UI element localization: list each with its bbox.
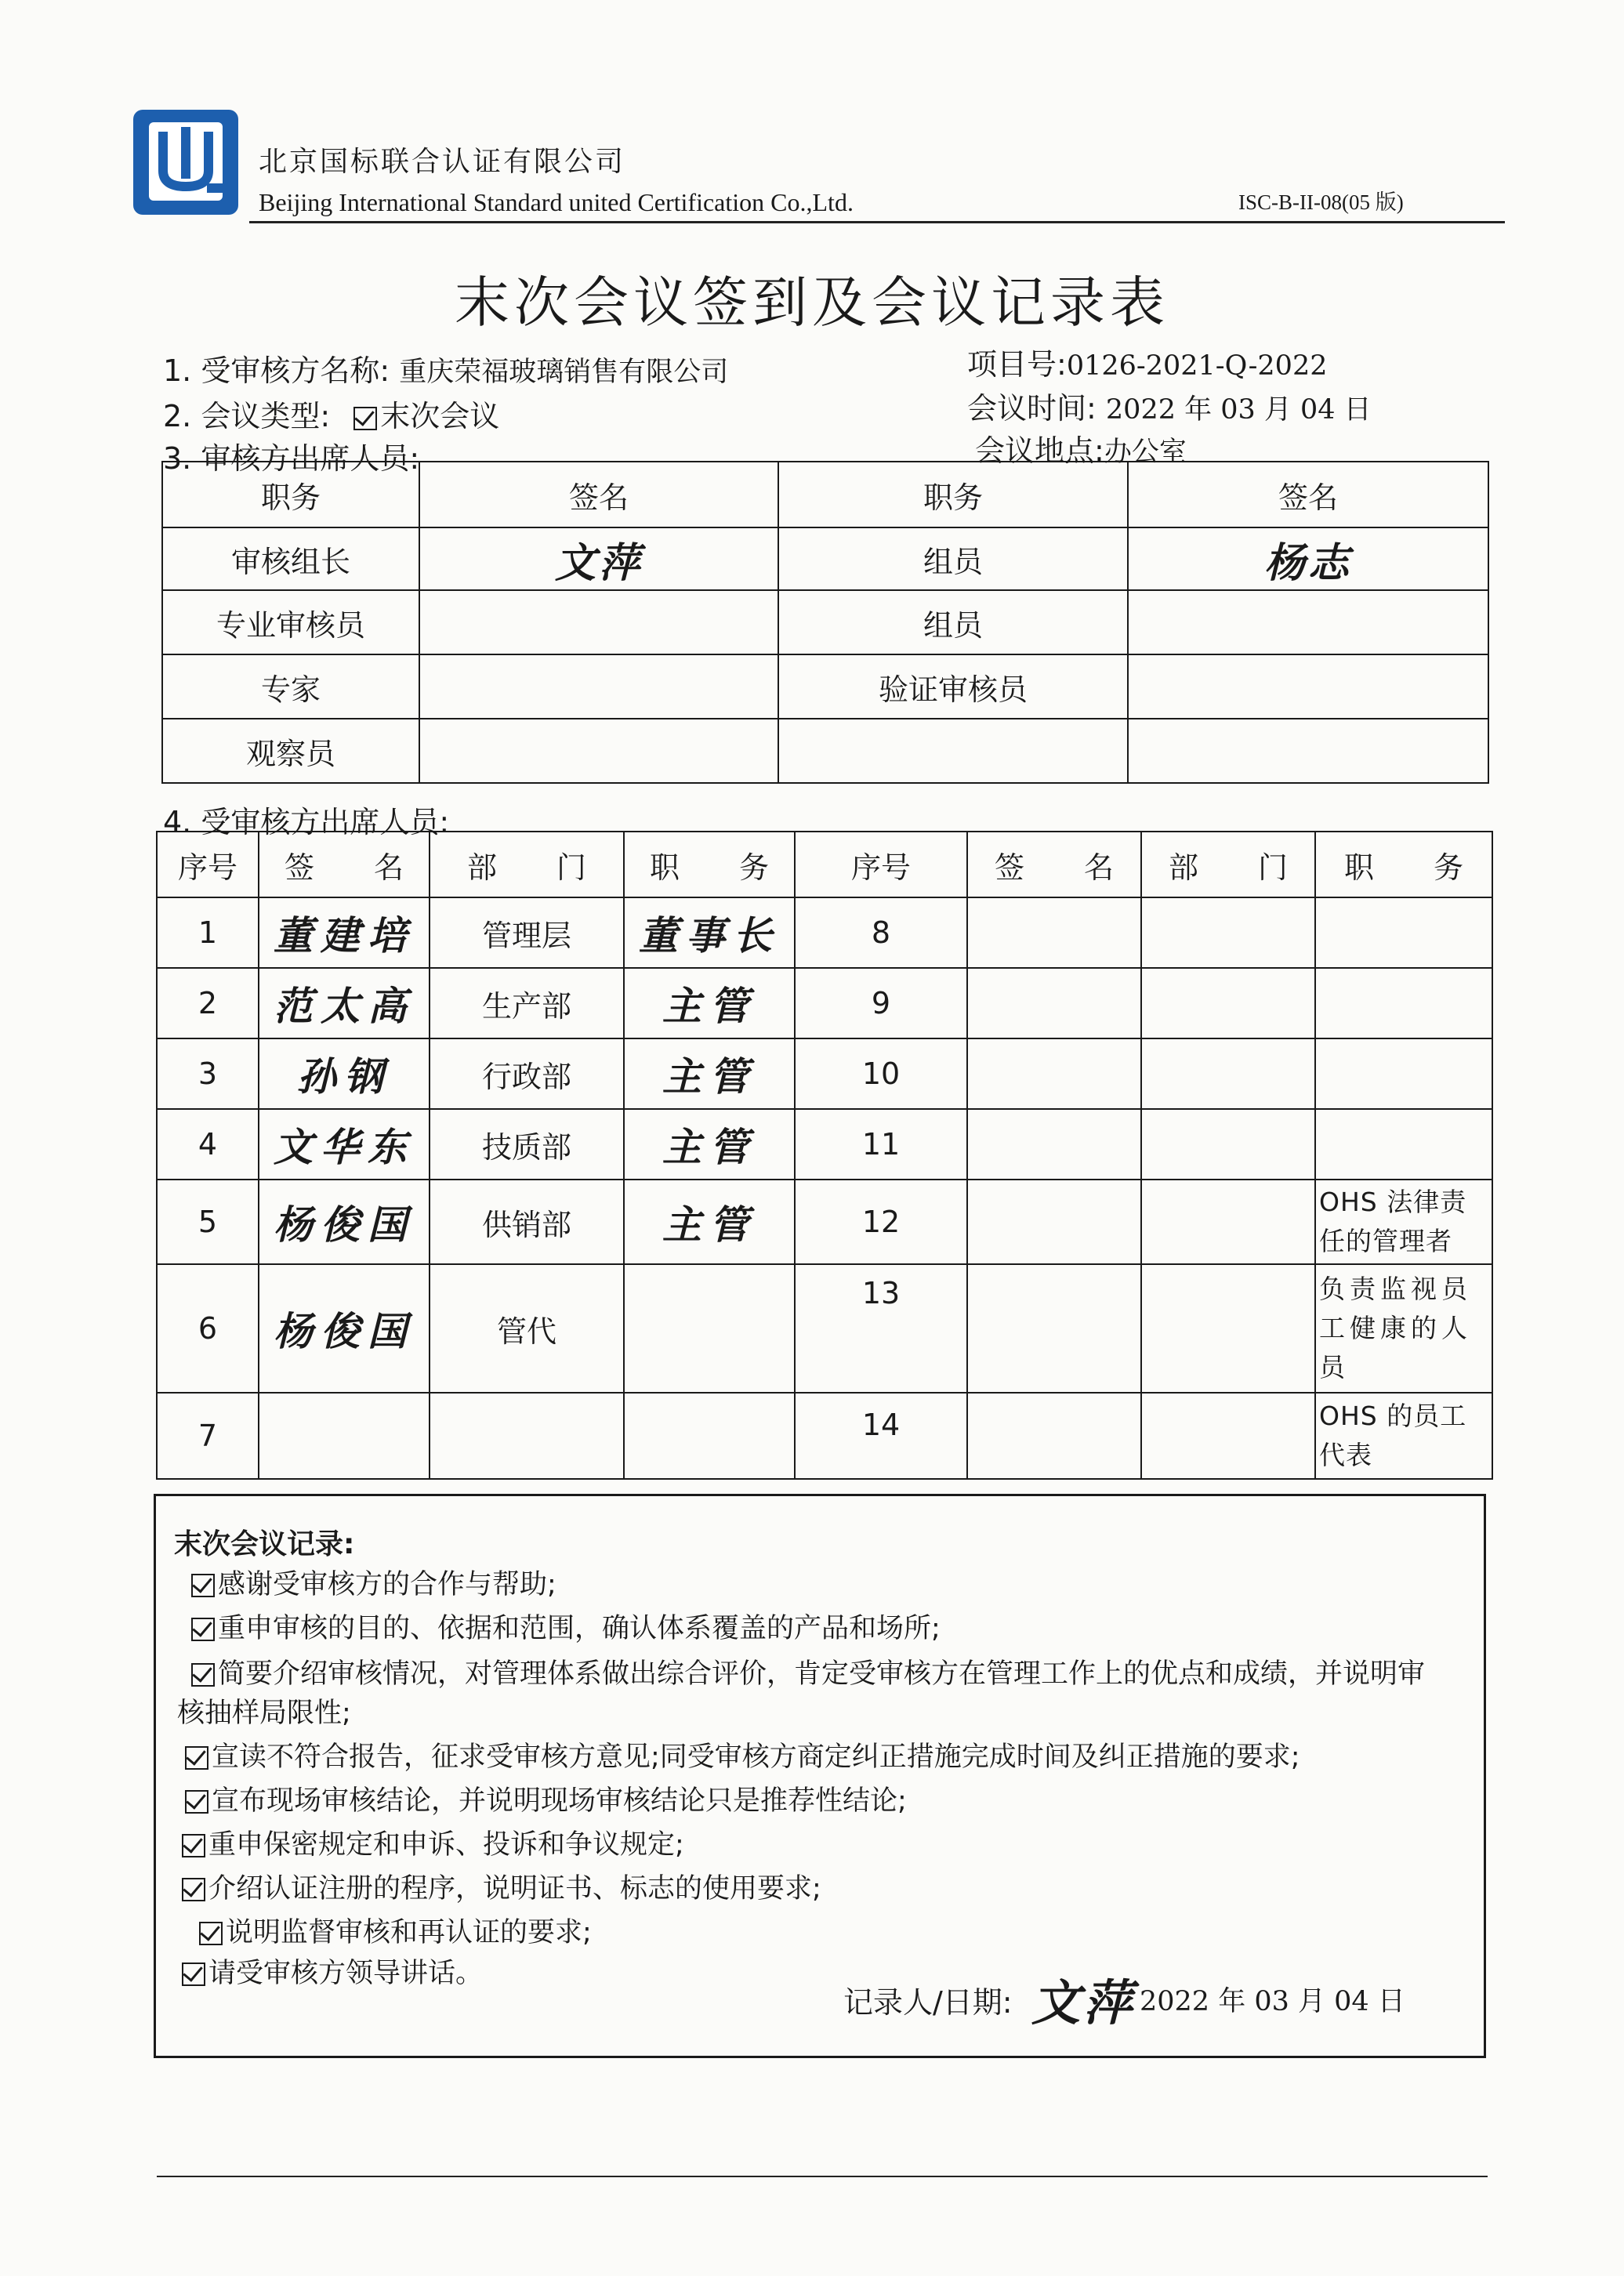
meeting-record-title: 末次会议记录: [174, 1528, 355, 1560]
header-cell: 职务 [162, 462, 419, 527]
role-cell: 组员 [778, 527, 1128, 590]
document-code: ISC-B-II-08(05 版) [1238, 190, 1404, 214]
role-cell: 组员 [778, 590, 1128, 654]
meeting-time-label: 会议时间: [967, 391, 1097, 426]
auditee-header-row [157, 832, 1492, 897]
position-cell [1315, 897, 1492, 968]
row-number: 1 [157, 897, 259, 968]
row-number: 9 [795, 968, 967, 1038]
row-number: 7 [157, 1393, 259, 1479]
meeting-type-checkbox [353, 407, 377, 430]
position-cell [1315, 1109, 1492, 1180]
table-row [157, 1393, 1492, 1479]
table-row [162, 719, 1488, 783]
signature-cell [967, 968, 1141, 1038]
project-number-line [967, 340, 1327, 383]
signature-cell [1128, 654, 1488, 719]
record-item [185, 1779, 907, 1823]
record-item [191, 1563, 556, 1607]
record-item-text: 宣布现场审核结论，并说明现场审核结论只是推荐性结论; [212, 1785, 907, 1817]
signature-cell [419, 654, 778, 719]
checkbox-icon [199, 1922, 223, 1945]
position-cell [624, 1264, 795, 1393]
signature-cell [1128, 590, 1488, 654]
department-cell: 行政部 [430, 1038, 624, 1109]
department-cell: 管理层 [430, 897, 624, 968]
row-number: 4 [157, 1109, 259, 1180]
position-cell: 主管 [624, 1109, 795, 1180]
position-cell [1315, 1038, 1492, 1109]
signature-cell [419, 719, 778, 783]
department-cell [1141, 1180, 1315, 1264]
record-item-text: 请受审核方领导讲话。 [208, 1958, 484, 1989]
meeting-type-value: 末次会议 [380, 399, 500, 433]
row-number: 10 [795, 1038, 967, 1109]
recorder-label: 记录人/日期: [843, 1985, 1013, 2020]
position-cell [1315, 968, 1492, 1038]
record-item [182, 1952, 483, 1995]
signature-cell: 范太高 [259, 968, 430, 1038]
department-cell: 技质部 [430, 1109, 624, 1180]
header-rule [249, 221, 1505, 223]
table-row [162, 590, 1488, 654]
checkbox-icon [182, 1878, 205, 1901]
audit-team-header-row [162, 462, 1488, 527]
signature-cell [967, 1180, 1141, 1264]
department-cell [1141, 897, 1315, 968]
role-cell: 专家 [162, 654, 419, 719]
role-cell: 验证审核员 [778, 654, 1128, 719]
table-row [157, 1038, 1492, 1109]
company-logo [132, 108, 240, 216]
signature-cell [967, 1264, 1141, 1393]
department-cell: 生产部 [430, 968, 624, 1038]
signature-cell [967, 1109, 1141, 1180]
record-item-text: 重申保密规定和申诉、投诉和争议规定; [208, 1829, 684, 1861]
record-item [182, 1823, 684, 1867]
header-cell: 序号 [157, 832, 259, 897]
header-cell: 签名 [419, 462, 778, 527]
record-item-text: 感谢受审核方的合作与帮助; [218, 1569, 556, 1600]
row-number: 13 [795, 1264, 967, 1393]
checkbox-icon [185, 1790, 208, 1814]
position-cell: 负责监视员工健康的人员 [1315, 1264, 1492, 1393]
record-item-text: 介绍认证注册的程序，说明证书、标志的使用要求; [208, 1873, 821, 1905]
record-item-text: 宣读不符合报告，征求受审核方意见;同受审核方商定纠正措施完成时间及纠正措施的要求; [212, 1741, 1300, 1773]
role-cell: 观察员 [162, 719, 419, 783]
table-row [157, 1264, 1492, 1393]
company-name-cn: 北京国标联合认证有限公司 [259, 146, 626, 178]
role-cell [778, 719, 1128, 783]
department-cell [1141, 1109, 1315, 1180]
checkbox-icon [191, 1574, 215, 1597]
footer-rule [157, 2176, 1488, 2177]
meeting-location-label: 会议地点: [975, 433, 1104, 468]
header-cell: 部 门 [1141, 832, 1315, 897]
table-row [157, 897, 1492, 968]
record-item-text: 重申审核的目的、依据和范围，确认体系覆盖的产品和场所; [218, 1613, 941, 1644]
project-number-label: 项目号: [967, 347, 1067, 382]
row-number: 3 [157, 1038, 259, 1109]
row-number: 2 [157, 968, 259, 1038]
department-cell: 供销部 [430, 1180, 624, 1264]
signature-cell: 文华东 [259, 1109, 430, 1180]
meeting-time-line [967, 384, 1372, 427]
record-item-text: 简要介绍审核情况，对管理体系做出综合评价，肯定受审核方在管理工作上的优点和成绩，并说明审 [218, 1658, 1426, 1690]
header-cell: 签 名 [259, 832, 430, 897]
recorder-signature: 文萍 [1031, 1974, 1136, 2031]
header-cell: 部 门 [430, 832, 624, 897]
meeting-time-value: 2022 年 03 月 04 日 [1105, 394, 1372, 426]
checkbox-icon [185, 1746, 208, 1770]
signature-cell [1128, 719, 1488, 783]
signature-cell [967, 897, 1141, 968]
row-number: 12 [795, 1180, 967, 1264]
role-cell: 审核组长 [162, 527, 419, 590]
row-number: 8 [795, 897, 967, 968]
company-name-en: Beijing International Standard united Certification Co.,Ltd. [259, 188, 854, 216]
audit-team-table [161, 461, 1489, 784]
department-cell [1141, 1038, 1315, 1109]
signature-cell [967, 1393, 1141, 1479]
table-row [162, 654, 1488, 719]
project-number-value: 0126-2021-Q-2022 [1066, 350, 1328, 382]
signature-cell: 杨俊国 [259, 1180, 430, 1264]
signature-cell: 文萍 [419, 527, 778, 590]
role-cell: 专业审核员 [162, 590, 419, 654]
checkbox-icon [182, 1834, 205, 1857]
record-item-text: 说明监督审核和再认证的要求; [226, 1917, 592, 1948]
audit-attendees-label: 3. 审核方出席人员: [163, 441, 420, 476]
record-item-continuation: 核抽样局限性; [177, 1698, 351, 1729]
auditee-attendees-label: 4. 受审核方出席人员: [163, 805, 450, 839]
department-cell [1141, 1264, 1315, 1393]
table-row [157, 1109, 1492, 1180]
meeting-location-value: 办公室 [1104, 437, 1187, 468]
row-number: 14 [795, 1393, 967, 1479]
position-cell: 董事长 [624, 897, 795, 968]
header-cell: 职 务 [624, 832, 795, 897]
header-cell: 签名 [1128, 462, 1488, 527]
position-cell: 主管 [624, 1038, 795, 1109]
position-cell: 主管 [624, 968, 795, 1038]
department-cell [1141, 968, 1315, 1038]
position-cell: OHS 的员工代表 [1315, 1393, 1492, 1479]
row-number: 11 [795, 1109, 967, 1180]
signature-cell [419, 590, 778, 654]
auditee-name-label: 1. 受审核方名称: [163, 353, 390, 388]
meeting-type-line [163, 392, 499, 435]
record-item [191, 1607, 941, 1651]
header-cell: 签 名 [967, 832, 1141, 897]
signature-cell [967, 1038, 1141, 1109]
table-row [157, 1180, 1492, 1264]
table-row [162, 527, 1488, 590]
header-cell: 职务 [778, 462, 1128, 527]
position-cell: 主管 [624, 1180, 795, 1264]
checkbox-icon [191, 1663, 215, 1687]
form-title: 末次会议签到及会议记录表 [455, 270, 1169, 335]
position-cell [624, 1393, 795, 1479]
meeting-type-label: 2. 会议类型: [163, 399, 331, 433]
position-cell: OHS 法律责任的管理者 [1315, 1180, 1492, 1264]
signature-cell: 杨俊国 [259, 1264, 430, 1393]
header-cell: 职 务 [1315, 832, 1492, 897]
checkbox-icon [191, 1618, 215, 1641]
record-item [185, 1735, 1300, 1779]
signature-cell [259, 1393, 430, 1479]
auditee-name-line [163, 346, 728, 390]
header-cell: 序号 [795, 832, 967, 897]
auditee-name-value: 重庆荣福玻璃销售有限公司 [399, 357, 729, 388]
row-number: 6 [157, 1264, 259, 1393]
row-number: 5 [157, 1180, 259, 1264]
signature-cell: 杨志 [1128, 527, 1488, 590]
checkbox-icon [182, 1963, 205, 1986]
record-item [182, 1867, 821, 1911]
signature-cell: 董建培 [259, 897, 430, 968]
table-row [157, 968, 1492, 1038]
auditee-attendees-table [156, 831, 1493, 1480]
record-item [191, 1652, 1425, 1696]
record-item [199, 1911, 592, 1955]
recorder-date: 2022 年 03 月 04 日 [1140, 1986, 1405, 2017]
department-cell: 管代 [430, 1264, 624, 1393]
department-cell [1141, 1393, 1315, 1479]
signature-cell: 孙钢 [259, 1038, 430, 1109]
department-cell [430, 1393, 624, 1479]
